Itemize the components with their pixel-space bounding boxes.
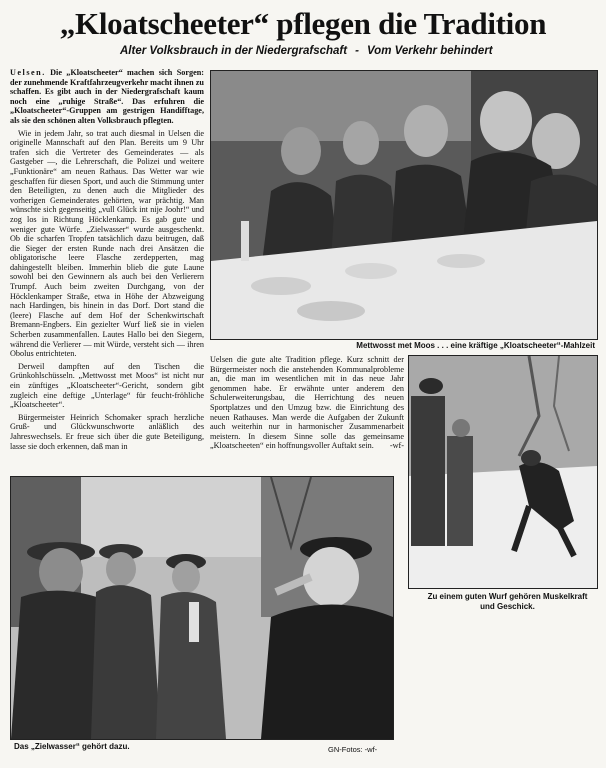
lead-paragraph: [10, 68, 204, 126]
article-paragraph-2: Derweil dampften auf den Tischen die Grünkohlschüsseln. „Mettwosst met Moos“ ist nicht nur ein zünftiges „Kloatscheeter“-Gericht, sondern gibt zugleich eine deftige „Unterlage“ für feucht-fröhliche „Kloatscheeter“.: [10, 361, 204, 410]
subheadline-left: Alter Volksbrauch in der Niedergrafschaft: [120, 45, 348, 57]
photo-zielwasser: [10, 476, 394, 740]
subheadline: [120, 45, 600, 57]
photo-dinner-table: [210, 70, 598, 340]
headline: „Kloatscheeter“ pflegen die Tradition: [59, 6, 547, 41]
article-paragraph-1: Wie in jedem Jahr, so trat auch diesmal in Uelsen die originelle Mannschaft auf den Plan. Bereits um 9 Uhr trafen sich die Vertreter des Gemeinderates — als Gastgeber —, die Lehrerschaft, die Polizei und weitere „Funktionäre“ am neuen Rathaus. Das Wetter war wie geschaffen für diesen Sport, und auch die Stimmung unter den Beteiligten, zu denen auch die Mitglieder des vorherigen Gemeinderates gehörten, war prächtig. Man wünschte sich gegenseitig „vull Glück int nije Joohr!“ und zog los in Richtung Höcklenkamp. Es gab gute und weniger gute Würfe. „Zielwasser“ wurde ausgeschenkt. Ob die scharfen Tropfen tatsächlich dazu beitrugen, daß die Sieger der ersten Runde nach drei Ansätzen die obligatorische leere Flasche zerdepperten, mag dahingestellt bleiben. Immerhin blieb die gute Laune sowohl bei den Gewinnern als auch bei den Verlierern Trumpf. Auch beim zweiten Durchgang, von der Höcklenkamper Straße, etwa in Höhe der Abzweigung nach Hardingen, bis hinein in das Dorf. Dort stand die (leere) Flasche auf dem Hof der Schenkwirtschaft Bremann-Engbers. Ein gezielter Wurf ließ sie in vielen Scherben zusammenfallen. Lautes Hallo bei den Siegern, während die Verlierer — mit Würde, versteht sich — ihren Obolus entrichteten.: [10, 128, 204, 359]
photo-thrower: [408, 355, 598, 589]
lead-place: Uelsen.: [10, 68, 46, 77]
photo-credit: GN-Fotos: -wf-: [328, 745, 378, 754]
article-column-left: [10, 68, 204, 473]
article-paragraph-3: Bürgermeister Heinrich Schomaker sprach herzliche Gruß- und Glückwunschworte anläßlich des Jahreswechsels. Er freue sich über die gute Beteiligung, lasse sie doch erkennen, daß man in: [10, 412, 204, 451]
subheadline-right: Vom Verkehr behindert: [366, 45, 493, 57]
caption-right-line-1: Zu einem guten Wurf gehören Muskelkraft: [427, 592, 588, 601]
article-signature: -wf-: [389, 441, 404, 451]
subheadline-separator: -: [355, 45, 359, 57]
continuation-paragraph: [210, 355, 404, 451]
article-column-middle: [210, 355, 404, 480]
caption-bottom-photo: Das „Zielwasser“ gehört dazu.: [14, 742, 130, 751]
caption-right-line-2: und Geschick.: [480, 602, 535, 611]
continuation-text: Uelsen die gute alte Tradition pflege. Kurz schnitt der Bürgermeister noch die anstehenden Kommunalprobleme an, die man im wesentlichen mit in das neue Jahr genommen habe. Er erwähnte unter anderem den Schulerweiterungsbau, die Herrichtung des neuen Sportplatzes und den Umzug bzw. die Einrichtung des neuen Rathauses. Man werde die Aufgaben der Zukunft auch weiterhin nur in harmonischer Zusammenarbeit meistern. In diesem Sinne solle das gemeinsame „Kloatscheeten“ ein hoffnungsvoller Auftakt sein.: [210, 355, 404, 451]
lead-text: Die „Kloatscheeter“ machen sich Sorgen: der zunehmende Kraftfahrzeugverkehr macht ihnen zu schaffen. Es gibt auch in der Niedergrafschaft kaum noch eine „ruhige Straße“. Das erfuhren die „Kloatscheeter“-Gruppen am gestrigen Handifftage, als sie den schönen alten Volksbrauch pflegten.: [10, 68, 204, 125]
caption-top-photo: Mettwosst met Moos . . . eine kräftige „Kloatscheeter“-Mahlzeit: [356, 341, 595, 350]
caption-right-photo: [420, 592, 595, 612]
